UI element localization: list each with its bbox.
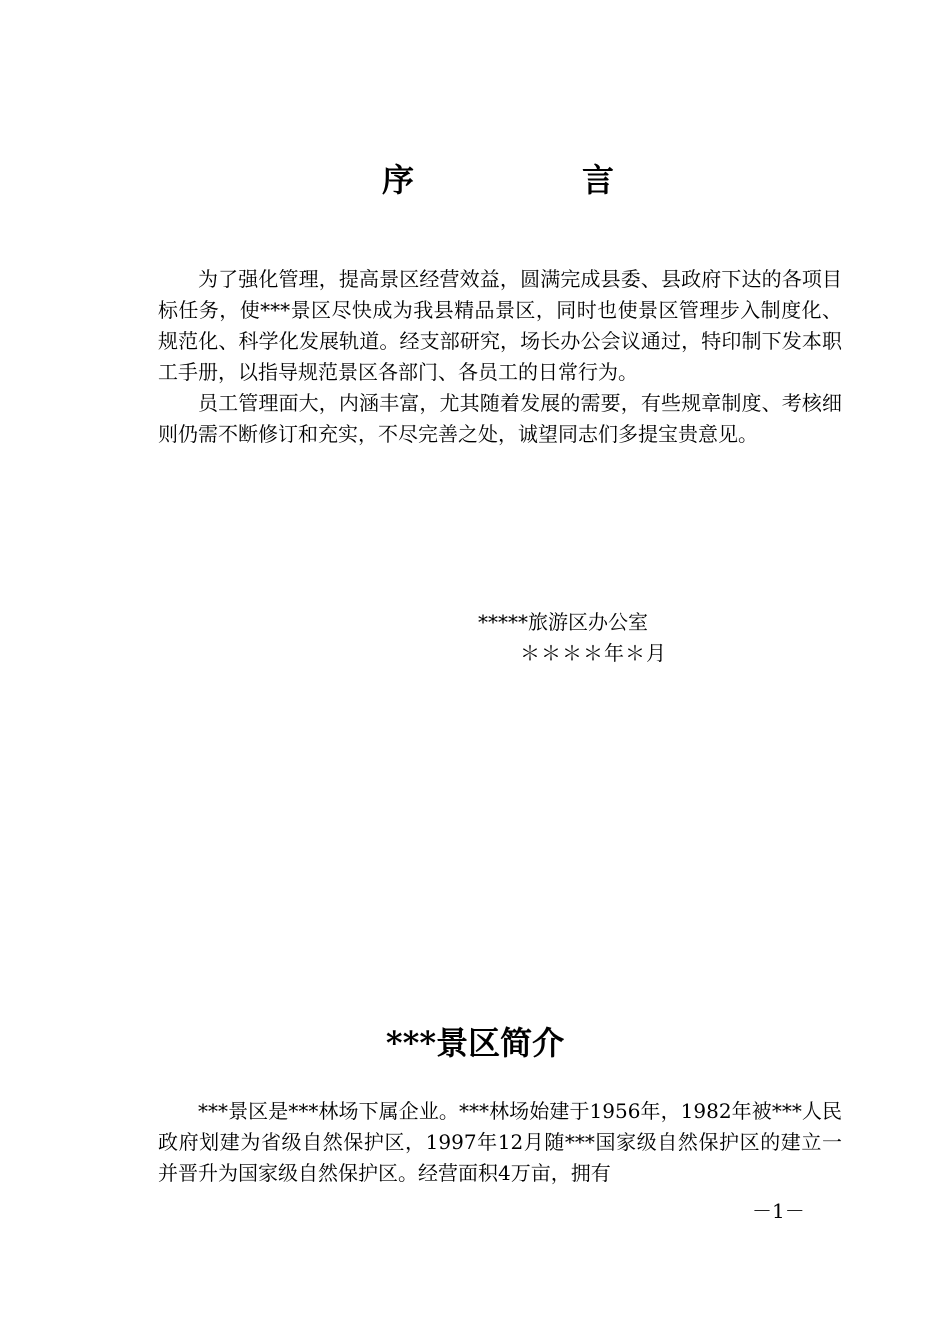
preface-signature (478, 607, 667, 669)
preface-paragraph-1: 为了强化管理，提高景区经营效益，圆满完成县委、县政府下达的各项目标任务，使***景区尽快成为我县精品景区，同时也使景区管理步入制度化、规范化、科学化发展轨道。经支部研究，场长办公会议通过，特印制下发本职工手册，以指导规范景区各部门、各员工的日常行为。 (158, 267, 842, 384)
intro-title: ***景区简介 (385, 1024, 565, 1062)
page-number: －1－ (752, 1199, 805, 1223)
signature-organization: *****旅游区办公室 (478, 610, 648, 634)
signature-date: ＊＊＊＊年＊月 (520, 641, 667, 665)
intro-paragraph-1: ***景区是***林场下属企业。***林场始建于1956年，1982年被***人民政府划建为省级自然保护区，1997年12月随***国家级自然保护区的建立一并晋升为国家级自然保护区。经营面积4万亩，拥有 (158, 1099, 842, 1185)
preface-title-char-2: 言 (582, 161, 615, 199)
intro-body (158, 1096, 842, 1189)
preface-title-char-1: 序 (382, 161, 415, 199)
preface-body (158, 264, 842, 450)
preface-paragraph-2: 员工管理面大，内涵丰富，尤其随着发展的需要，有些规章制度、考核细则仍需不断修订和充实，不尽完善之处，诚望同志们多提宝贵意见。 (158, 391, 842, 446)
